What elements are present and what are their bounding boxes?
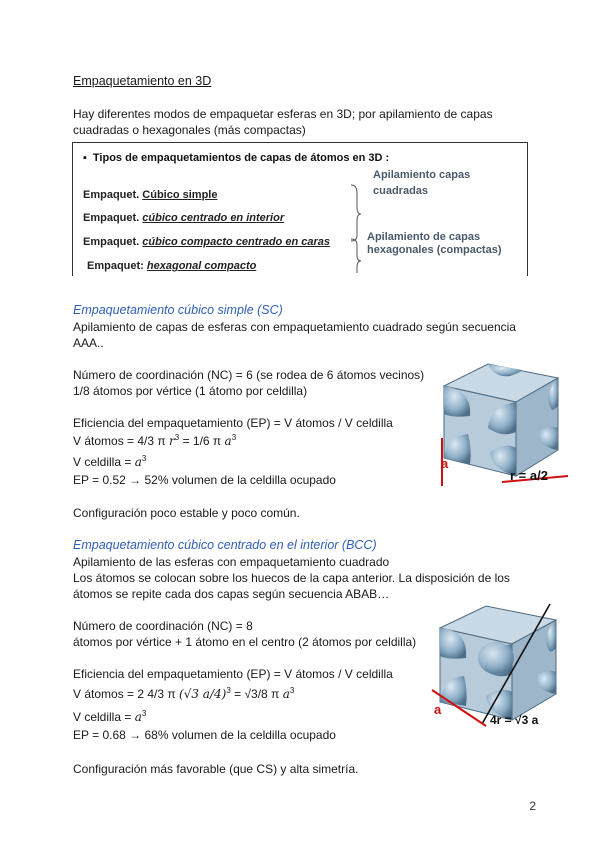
packing-item-fcc: Empaquet. cúbico compacto centrado en caras <box>83 236 330 248</box>
bcc-efficiency-definition: Eficiencia del empaquetamiento (EP) = V átomos / V celdilla <box>73 667 393 681</box>
bcc-coordination-number: Número de coordinación (NC) = 8 <box>73 619 253 633</box>
bcc-atoms-per-cell: átomos por vértice + 1 átomo en el centro (2 átomos por celdilla) <box>73 635 417 649</box>
sc-description: Apilamiento de capas de esferas con empaquetamiento cuadrado según secuencia AAA.. <box>73 320 516 350</box>
page-heading: Empaquetamiento en 3D <box>73 74 212 88</box>
sc-conclusion: Configuración poco estable y poco común. <box>73 506 300 520</box>
sc-cube-figure <box>432 358 568 486</box>
hex-layers-label: Apilamiento de capas hexagonales (compactas) <box>367 231 502 256</box>
sc-label-a: a <box>441 456 449 471</box>
box-title: ▪ Tipos de empaquetamientos de capas de átomos en 3D : <box>83 150 389 166</box>
packing-item-sc: Empaquet. Cúbico simple <box>83 189 218 201</box>
bcc-description-2: Los átomos se colocan sobre los huecos de la capa anterior. La disposición de los átomos se repite cada dos capas según secuencia ABAB… <box>73 571 510 601</box>
sc-efficiency-value: EP = 0.52 → 52% volumen de la celdilla ocupado <box>73 473 336 487</box>
bcc-description-1: Apilamiento de las esferas con empaquetamiento cuadrado <box>73 555 390 569</box>
sc-efficiency-definition: Eficiencia del empaquetamiento (EP) = V átomos / V celdilla <box>73 416 393 430</box>
sc-section-title: Empaquetamiento cúbico simple (SC) <box>73 303 283 317</box>
bcc-section-title: Empaquetamiento cúbico centrado en el interior (BCC) <box>73 538 377 552</box>
packing-item-bcc: Empaquet. cúbico centrado en interior <box>83 212 285 224</box>
sc-atom-volume: V átomos = 4/3 π $r^3 = 1/6$ π $a^3$ <box>73 433 237 448</box>
sc-label-r: r = a/2 <box>510 468 548 483</box>
bcc-label-a: a <box>434 702 442 717</box>
bcc-cube-figure <box>426 598 566 728</box>
sc-cell-volume: V celdilla = $a^3$ <box>73 454 147 469</box>
square-layers-label: Apilamiento capas cuadradas <box>373 169 471 197</box>
bcc-cell-volume: V celdilla = $a^3$ <box>73 709 147 724</box>
bcc-conclusion: Configuración más favorable (que CS) y alta simetría. <box>73 762 359 776</box>
bcc-label-r: 4r = √3 a <box>490 713 539 727</box>
packing-types-box <box>72 142 528 276</box>
intro-paragraph: Hay diferentes modos de empaquetar esferas en 3D; por apilamiento de capas cuadradas o hexagonales (más compactas) <box>73 107 493 137</box>
page-number: 2 <box>529 799 536 813</box>
packing-item-hcp: Empaquet: hexagonal compacto <box>87 260 257 272</box>
brace-shapes <box>349 183 363 273</box>
sc-coordination-number: Número de coordinación (NC) = 6 (se rodea de 6 átomos vecinos) <box>73 368 425 382</box>
sc-atoms-per-cell: 1/8 átomos por vértice (1 átomo por celdilla) <box>73 384 308 398</box>
bcc-efficiency-value: EP = 0.68 → 68% volumen de la celdilla ocupado <box>73 728 336 742</box>
bcc-atom-volume: V átomos = 2 4/3 π (√3 a/4)$^3$ = √3/8 π $a^3$ <box>73 686 295 701</box>
